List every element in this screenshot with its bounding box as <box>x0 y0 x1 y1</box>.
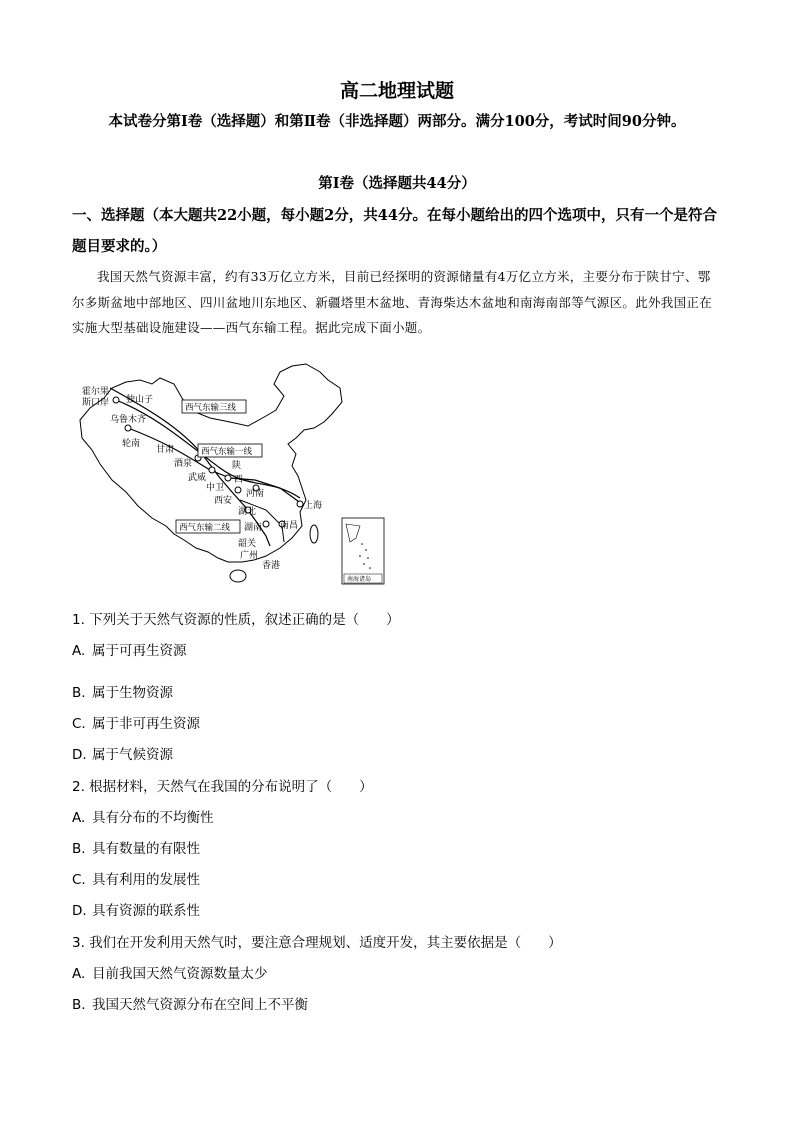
map-label: 韶关 <box>238 539 257 549</box>
option-text: 属于非可再生资源 <box>92 716 200 732</box>
page-title: 高二地理试题 <box>339 80 454 102</box>
option-label: B. <box>72 841 86 857</box>
option-label: A. <box>72 966 86 982</box>
option-text: 具有分布的不均衡性 <box>92 810 214 826</box>
question-3-stem: 3. 我们在开发利用天然气时，要注意合理规划、适度开发，其主要依据是（ ） <box>72 935 562 951</box>
map-label: 西安 <box>214 496 233 506</box>
option-label: D. <box>72 903 87 919</box>
map-label: 独山子 <box>126 395 154 405</box>
exam-intro: 本试卷分第Ⅰ卷（选择题）和第Ⅱ卷（非选择题）两部分。满分100分，考试时间90分钟。 <box>108 113 686 130</box>
pipeline-map <box>70 358 390 590</box>
option-text: 属于生物资源 <box>92 685 173 701</box>
map-label: 西 <box>234 475 244 485</box>
map-label: 乌鲁木齐 <box>110 415 147 425</box>
map-label: 湖南 <box>244 523 263 533</box>
station-dot <box>125 425 131 431</box>
map-label: 甘肃 <box>156 445 175 455</box>
map-label: 酒泉 <box>174 459 193 469</box>
option-text: 具有利用的发展性 <box>92 872 200 888</box>
option-3b[interactable] <box>72 993 308 1013</box>
svg-text:西气东输一线: 西气东输一线 <box>201 447 253 457</box>
reading-material: 我国天然气资源丰富，约有33万亿立方米，目前已经探明的资源储量有4万亿立方米，主要分布于陕甘宁、鄂尔多斯盆地中部地区、四川盆地川东地区、新疆塔里木盆地、青海柴达木盆地和南海南部等气源区。此外我国正在实施大型基础设施建设——西气东输工程。据此完成下面小题。 <box>72 269 713 335</box>
map-label: 中卫 <box>206 483 225 493</box>
option-text: 具有资源的联系性 <box>92 903 200 919</box>
option-label: A. <box>72 810 86 826</box>
option-text: 属于气候资源 <box>92 747 173 763</box>
map-label: 广州 <box>240 551 259 561</box>
station-dot <box>263 521 269 527</box>
map-label: 斯口岸 <box>82 398 110 408</box>
option-text: 具有数量的有限性 <box>92 841 200 857</box>
option-label: C. <box>72 716 86 732</box>
label-box-line1 <box>198 444 262 457</box>
map-label: 上海 <box>304 501 323 511</box>
map-label: 河南 <box>246 489 265 499</box>
option-1d[interactable] <box>72 743 173 763</box>
station-dot <box>209 467 215 473</box>
option-text: 属于可再生资源 <box>92 643 187 659</box>
map-label: 霍尔果 <box>82 387 110 397</box>
option-1c[interactable] <box>72 712 200 732</box>
question-2-stem: 2. 根据材料，天然气在我国的分布说明了（ ） <box>72 779 373 795</box>
map-label: 湖北 <box>238 507 257 517</box>
station-dot <box>113 397 119 403</box>
map-label: 南昌 <box>280 521 299 531</box>
option-label: C. <box>72 872 86 888</box>
section-heading: 一、选择题（本大题共22小题，每小题2分，共44分。在每小题给出的四个选项中，只有一个是符合题目要求的。） <box>72 207 717 255</box>
svg-text:南海诸岛: 南海诸岛 <box>347 576 372 583</box>
question-1-stem: 1. 下列关于天然气资源的性质，叙述正确的是（ ） <box>72 612 400 628</box>
option-3a[interactable] <box>72 962 268 982</box>
option-text: 目前我国天然气资源数量太少 <box>92 966 268 982</box>
hainan-island <box>230 570 246 582</box>
option-2a[interactable] <box>72 806 214 826</box>
label-box-line3 <box>182 400 246 413</box>
option-text: 我国天然气资源分布在空间上不平衡 <box>92 997 308 1013</box>
option-2c[interactable] <box>72 868 200 888</box>
option-label: D. <box>72 747 87 763</box>
map-label: 轮南 <box>122 439 141 449</box>
option-1a[interactable] <box>72 639 187 659</box>
label-box-line2 <box>176 520 240 533</box>
option-2d[interactable] <box>72 899 200 919</box>
map-label: 香港 <box>262 561 281 571</box>
station-dot <box>225 475 231 481</box>
map-label: 武威 <box>188 473 207 483</box>
option-2b[interactable] <box>72 837 200 857</box>
map-label: 陕 <box>232 461 242 471</box>
station-dot <box>235 487 241 493</box>
part-heading: 第Ⅰ卷（选择题共44分） <box>318 175 476 192</box>
svg-text:西气东输二线: 西气东输二线 <box>179 523 231 533</box>
option-label: A. <box>72 643 86 659</box>
option-label: B. <box>72 685 86 701</box>
option-1b[interactable] <box>72 681 173 701</box>
taiwan-island <box>310 525 318 543</box>
station-dot <box>297 501 303 507</box>
svg-text:西气东输三线: 西气东输三线 <box>185 403 237 413</box>
option-label: B. <box>72 997 86 1013</box>
south-china-sea-inset <box>342 518 384 584</box>
